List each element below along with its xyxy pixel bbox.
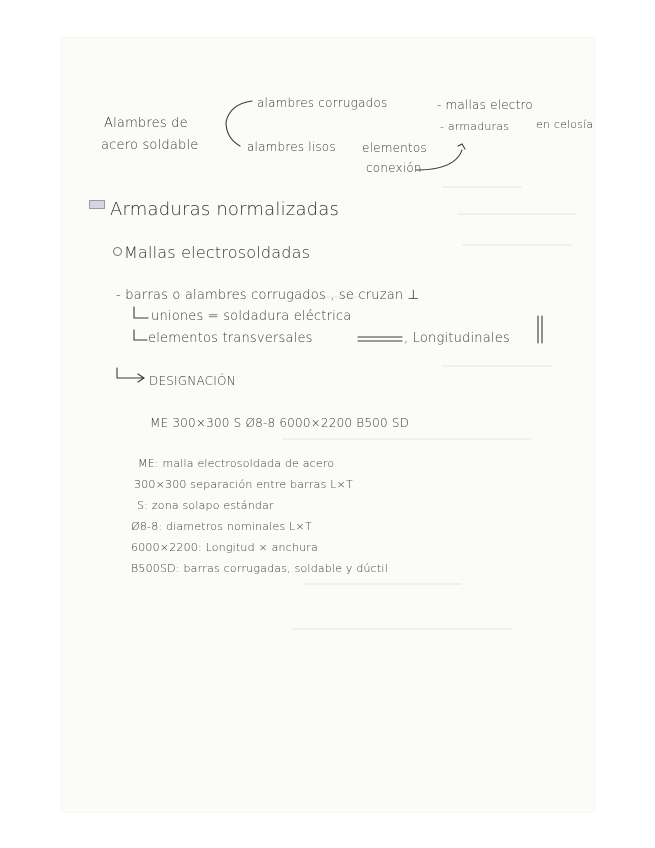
designation-arrow-icon (117, 368, 143, 378)
designation-code: ME 300×300 S Ø8-8 6000×2200 B500 SD (150, 416, 410, 430)
classification-brace-icon (226, 101, 252, 146)
welds-subarrow-icon (134, 307, 148, 318)
use-celosia-label: en celosía (536, 118, 594, 131)
legend-line: ME: malla electrosoldada de acero (138, 457, 335, 470)
note-line-welds: uniones = soldadura eléctrica (151, 309, 352, 324)
note-line-longitudinal: , Longitudinales (404, 331, 510, 346)
legend-line: 300×300 separación entre barras L×T (134, 478, 353, 491)
legend-line: Ø8-8: diametros nominales L×T (131, 520, 312, 533)
vertical-bar-icon (538, 316, 542, 343)
legend-line: 6000×2200: Longitud × anchura (131, 541, 318, 554)
wire-main-label-line2: acero soldable (101, 138, 199, 153)
transverse-subarrow-icon (134, 330, 147, 340)
note-line-transverse: elementos transversales (148, 331, 313, 346)
wire-main-label-line1: Alambres de (104, 116, 188, 131)
conexion-arrowhead-icon (458, 144, 465, 149)
smooth-wires-label: alambres lisos (247, 140, 336, 154)
legend-line: S: zona solapo estándar (137, 499, 274, 512)
legend-line: B500SD: barras corrugadas, soldable y dúctil (131, 562, 388, 575)
subsection-title: Mallas electrosoldadas (124, 243, 311, 262)
use-mallas-label: - mallas electro (437, 98, 533, 112)
designation-title: DESIGNACIÓN (149, 374, 236, 388)
section-title: Armaduras normalizadas (110, 199, 340, 220)
note-line-bars: - barras o alambres corrugados , se cruzan ⊥ (116, 288, 420, 303)
use-armaduras-label: - armaduras (440, 120, 510, 133)
double-bar-icon (358, 337, 402, 341)
corrugated-wires-label: alambres corrugados (257, 96, 388, 110)
conexion-arrow-icon (416, 150, 462, 170)
conexion-label: conexión (366, 161, 422, 175)
conexion-elements-label: elementos (362, 141, 427, 155)
